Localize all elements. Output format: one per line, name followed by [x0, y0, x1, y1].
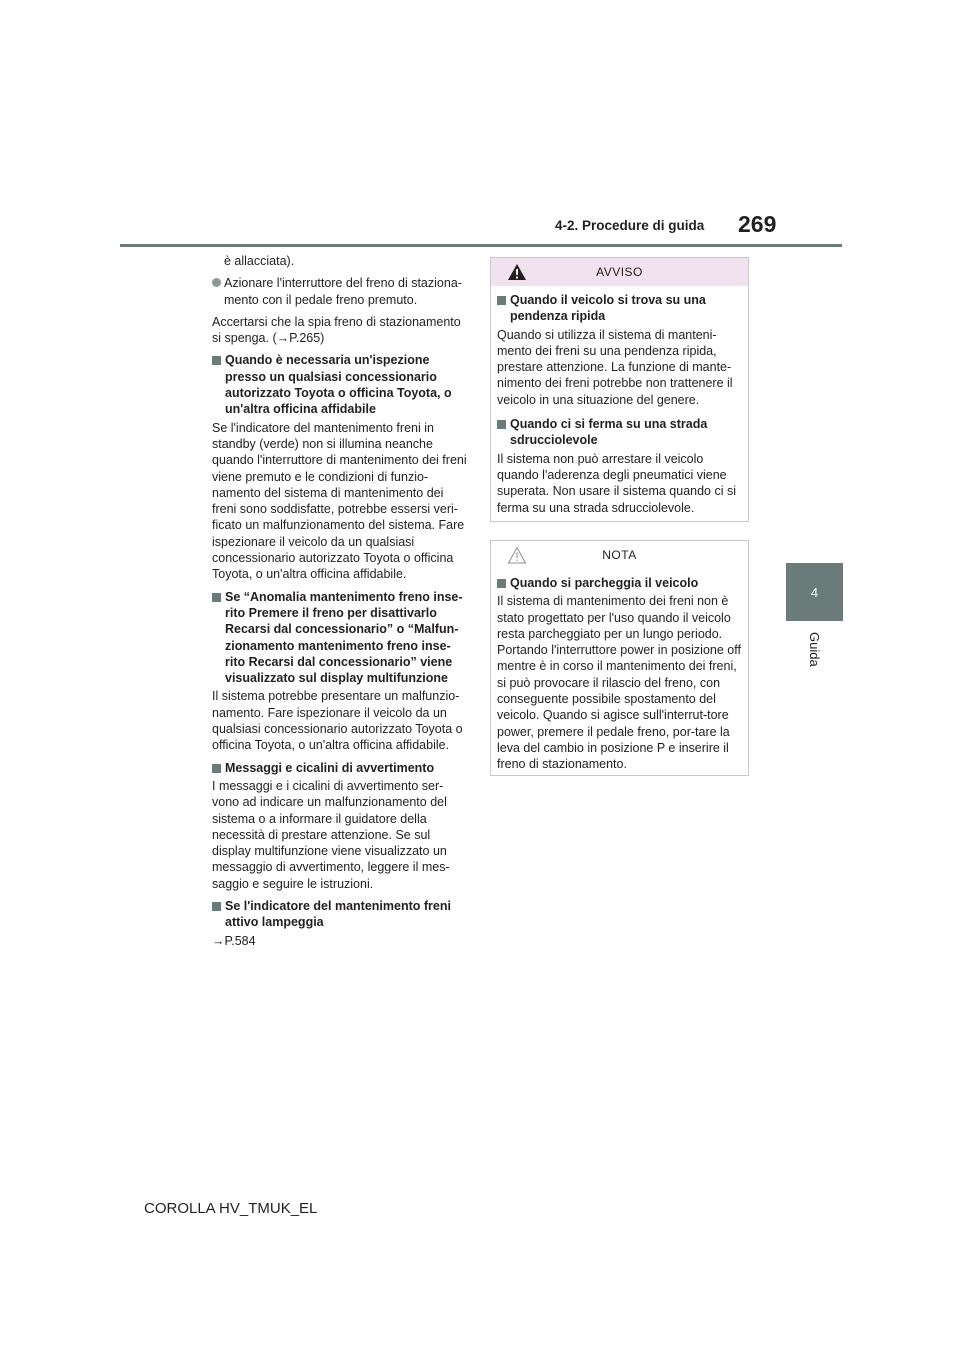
square-bullet-icon [212, 356, 221, 365]
section-body: Se l'indicatore del mantenimento freni in standby (verde) non si illumina neanche quando l'interruttore di mantenimento dei freni viene premuto e le condizioni di funzio-namento del sistema di mantenimento dei freni sono soddisfatte, potrebbe essersi veri-ficato un malfunzionamento del sistema. Fare ispezionare il veicolo da un qualsiasi concessionario autorizzato Toyota o officina Toyota, o un'altra officina affidabile. [212, 420, 467, 582]
page-number: 269 [738, 211, 777, 237]
warning-box [490, 257, 749, 522]
section-heading: Quando il veicolo si trova su una pendenza ripida [497, 292, 742, 325]
square-bullet-icon [212, 593, 221, 602]
section-heading: Se l'indicatore del mantenimento freni attivo lampeggia [212, 898, 470, 931]
note-triangle-icon [507, 546, 527, 564]
section-lampeggia [212, 898, 470, 949]
section-body: Il sistema potrebbe presentare un malfunzio-namento. Fare ispezionare il veicolo da un qualsiasi concessionario autorizzato Toyota o officina Toyota, o un'altra officina affidabile. [212, 689, 463, 753]
section-heading: Se “Anomalia mantenimento freno inse-rito Premere il freno per disattivarlo Recarsi dal concessionario” o “Malfun-zionamento mantenimento freno inse-rito Recarsi dal concessionario” viene visualizzato sul display multifunzione [212, 589, 470, 687]
section-heading: Messaggi e cicalini di avvertimento [212, 760, 470, 776]
section-body: Il sistema non può arrestare il veicolo quando l'aderenza degli pneumatici viene superata. Non usare il sistema quando ci si ferma su una strada sdrucciolevole. [497, 451, 737, 515]
section-body: Il sistema di mantenimento dei freni non è stato progettato per l'uso quando il veicolo resta parcheggiato per un lungo periodo. Portando l'interruttore power in posizione off mentre è in corso il mantenimento dei freni, si può provocare il rilascio del freno, con conseguente possibile spostamento del veicolo. Quando si agisce sull'interrut-tore power, premere il pedale freno, por-tare la leva del cambio in posizione P e inserire il freno di stazionamento. [497, 594, 741, 772]
bullet-item [212, 275, 470, 308]
note-box [490, 540, 749, 776]
continuation-text: è allacciata). [224, 254, 295, 268]
warning-triangle-icon [507, 263, 527, 281]
header-rule [120, 244, 842, 247]
square-bullet-icon [497, 420, 506, 429]
section-heading: Quando ci si ferma su una strada sdrucciolevole [497, 416, 742, 449]
bullet-dot-icon [212, 278, 221, 287]
square-bullet-icon [497, 579, 506, 588]
section-body: I messaggi e i cicalini di avvertimento ser-vono ad indicare un malfunzionamento del sistema o a informare il guidatore della necessità di prestare attenzione. Se sul display multifunzione viene visualizzato un messaggio di avvertimento, leggere il mes-saggio e seguire le istruzioni. [212, 778, 450, 891]
section-anomalia [212, 589, 470, 754]
note-header [491, 541, 748, 569]
bullet-text: Azionare l'interruttore del freno di staziona- mento con il pedale freno premuto. [224, 276, 462, 307]
warning-title: AVVISO [596, 264, 643, 279]
section-messaggi [212, 760, 470, 892]
warning-body [491, 286, 748, 516]
page-reference-link[interactable]: →P.584 [212, 933, 256, 948]
section-heading: Quando si parcheggia il veicolo [497, 575, 742, 591]
square-bullet-icon [497, 296, 506, 305]
warning-header [491, 258, 748, 286]
note-title: NOTA [602, 547, 637, 562]
section-heading: Quando è necessaria un'ispezione presso un qualsiasi concessionario autorizzato Toyota o officina Toyota, o un'altra officina affidabile [212, 352, 470, 417]
square-bullet-icon [212, 764, 221, 773]
note-body [491, 569, 748, 773]
section-ispezione [212, 352, 470, 582]
section-header: 4-2. Procedure di guida [555, 218, 705, 233]
left-column [212, 253, 470, 955]
chapter-label: Guida [807, 632, 822, 667]
square-bullet-icon [212, 902, 221, 911]
footer-code: COROLLA HV_TMUK_EL [144, 1200, 318, 1217]
chapter-tab: 4 [786, 563, 843, 621]
section-body: Quando si utilizza il sistema di manteni-mento dei freni su una pendenza ripida, prestare attenzione. La funzione di mante-nimento dei freni potrebbe non trattenere il veicolo in una situazione del genere. [497, 327, 733, 407]
check-text: Accertarsi che la spia freno di stazionamento si spenga. (→P.265) [212, 314, 461, 346]
